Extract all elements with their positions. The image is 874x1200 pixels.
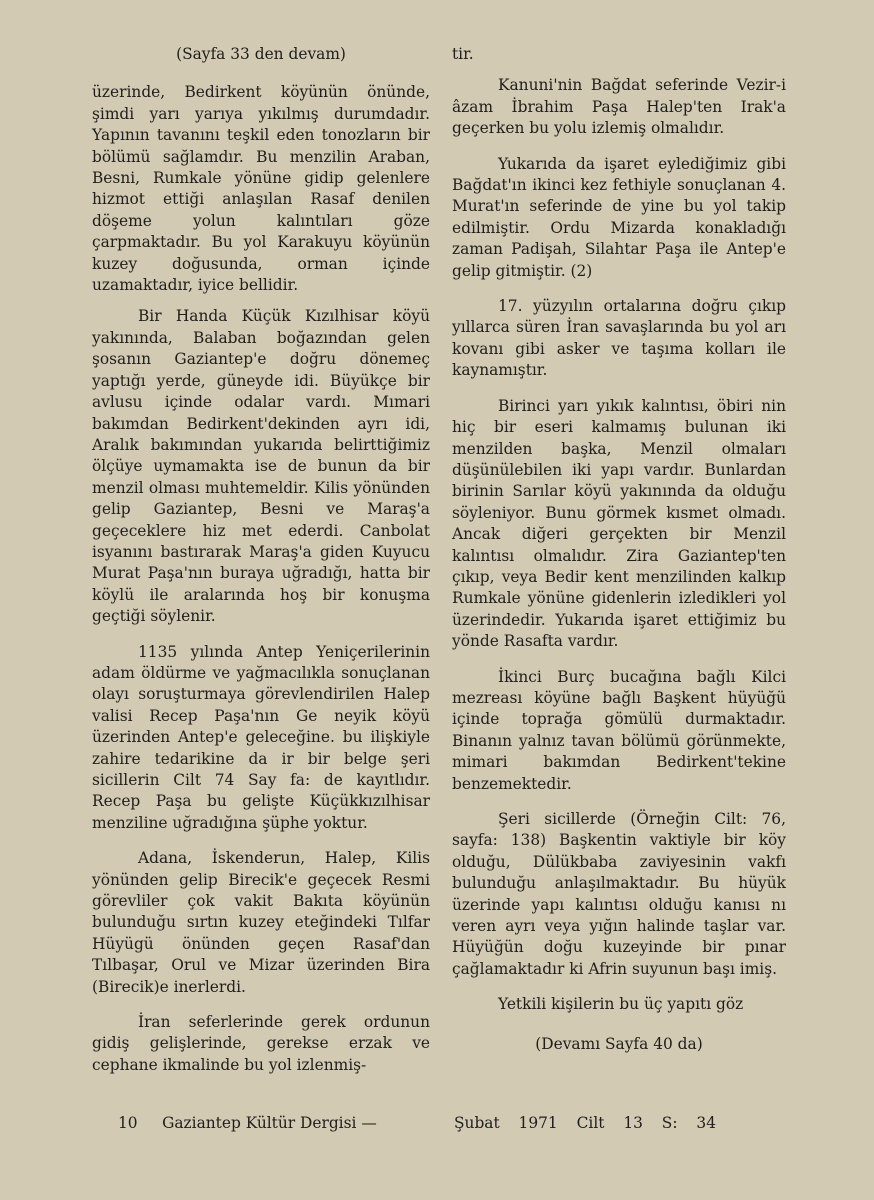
paragraph: Yetkili kişilerin bu üç yapıtı göz (498, 995, 744, 1014)
paragraph: Yukarıda da işaret eylediğimiz gibi Bağdat'ın ikinci kez fethiyle sonuçlanan 4. Murat'ın seferinde de yine bu yol takip edilmiştir. Ordu Mizarda konakladığı zaman Padişah, Silahtar Paşa ile Antep'e gelip gitmiştir. (2) (452, 154, 786, 280)
paragraph: İran seferlerinde gerek ordunun gidiş gelişlerinde, gerekse erzak ve cephane ikmalinde bu yol izlenmiş- (92, 1013, 430, 1074)
paragraph: Bir Handa Küçük Kızılhisar köyü yakınında, Balaban boğazından gelen şosanın Gaziantep'e doğru dönemeç yaptığı yerde, güneyde idi. Büyükçe bir avlusu içinde odalar vardı. Mımari bakımdan Bedirkent'dekinden ayrı idi, Aralık bakımından yukarıda belirttiğimiz ölçüye uymamakta ise de bunun da bir menzil olması muhtemeldir. Kilis yönünden gelip Gaziantep, Besni ve Maraş'a geçeceklere hiz met ederdi. Canbolat isyanını bastırarak Maraş'a giden Kuyucu Murat Paşa'nın buraya uğradığı, hatta bir köylü ile aralarında hoş bir konuşma geçtiği söylenir. (92, 307, 430, 626)
page-number: 10 (118, 1114, 138, 1132)
continued-from-note: (Sayfa 33 den devam) (176, 45, 346, 63)
issue-info: Şubat 1971 Cilt 13 S: 34 (454, 1114, 716, 1132)
continued-on-note: (Devamı Sayfa 40 da) (535, 1034, 703, 1053)
paragraph: İkinci Burç bucağına bağlı Kilci mezreası köyüne bağlı Başkent hüyüğü içinde toprağa gömülü durmaktadır. Binanın yalnız tavan bölümü görünmekte, mimari bakımdan Bedirkent'tekine benzemektedir. (452, 667, 786, 793)
paragraph: Birinci yarı yıkık kalıntısı, öbiri nin hiç bir eseri kalmamış bulunan iki menzilden başka, Menzil olmaları düşünülebilen iki yapı vardır. Bunlardan birinin Sarılar köyü yakınında da olduğu söyleniyor. Bunu görmek kısmet olmadı. Ancak diğeri gerçekten bir Menzil kalıntısı olmalıdır. Zira Gaziantep'ten çıkıp, veya Bedir kent menzilinden kalkıp Rumkale yönüne gidenlerin izledikleri yol üzerindedir. Yukarıda işaret ettiğimiz bu yönde Rasafta vardır. (452, 396, 786, 651)
paragraph: 17. yüzyılın ortalarına doğru çıkıp yıllarca süren İran savaşlarında bu yol arı kovanı gibi asker ve taşıma kolları ile kaynamıştır. (452, 297, 786, 380)
paragraph: 1135 yılında Antep Yeniçerilerinin adam öldürme ve yağmacılıkla sonuçlanan olayı soruşturmaya görevlendirilen Halep valisi Recep Paşa'nın Ge neyik köyü üzerinden Antep'e geleceğine. bu ilişkiyle zahire tedarikine da ir bir belge şeri sicillerin Cilt 74 Say fa: de kayıtlıdır. Recep Paşa bu gelişte Küçükkızılhisar menziline uğradığına şüphe yoktur. (92, 642, 430, 832)
paragraph: Kanuni'nin Bağdat seferinde Vezir-i âzam İbrahim Paşa Halep'ten Irak'a geçerken bu yolu izlemiş olmalıdır. (452, 76, 786, 138)
right-column (452, 44, 786, 1055)
paragraph-continuation: tir. (452, 45, 474, 63)
left-column (92, 44, 430, 1090)
footer-left (118, 1114, 377, 1132)
paragraph: Şeri sicillerde (Örneğin Cilt: 76, sayfa: 138) Başkentin vaktiyle bir köy olduğu, Dülükbaba zaviyesinin vakfı bulunduğu anlaşılmaktadır. Bu hüyük üzerinde yapı kalıntısı olduğu kanısı nı veren ayrı veya yığın halinde taşlar var. Hüyüğün doğu kuzeyinde bir pınar çağlamaktadır ki Afrin suyunun başı imiş. (452, 810, 786, 978)
paragraph: Adana, İskenderun, Halep, Kilis yönünden gelip Birecik'e geçecek Resmi görevliler çok vakit Bakıta köyünün bulunduğu sırtın kuzey eteğindeki Tılfar Hüyügü önünden geçen Rasaf'dan Tılbaşar, Orul ve Mizar üzerinden Bira (Birecik)e inerlerdi. (92, 849, 430, 996)
paragraph: üzerinde, Bedirkent köyünün önünde, şimdi yarı yarıya yıkılmış durumdadır. Yapının tavanını teşkil eden tonozların bir bölümü sağlamdır. Bu menzilin Araban, Besni, Rumkale yönüne gidip gelenlere hizmot ettiği anlaşılan Rasaf denilen döşeme yolun kalıntıları göze çarpmaktadır. Bu yol Karakuyu köyünün kuzey doğusunda, orman içinde uzamaktadır, iyice bellidir. (92, 83, 430, 295)
journal-name: Gaziantep Kültür Dergisi — (162, 1114, 377, 1132)
